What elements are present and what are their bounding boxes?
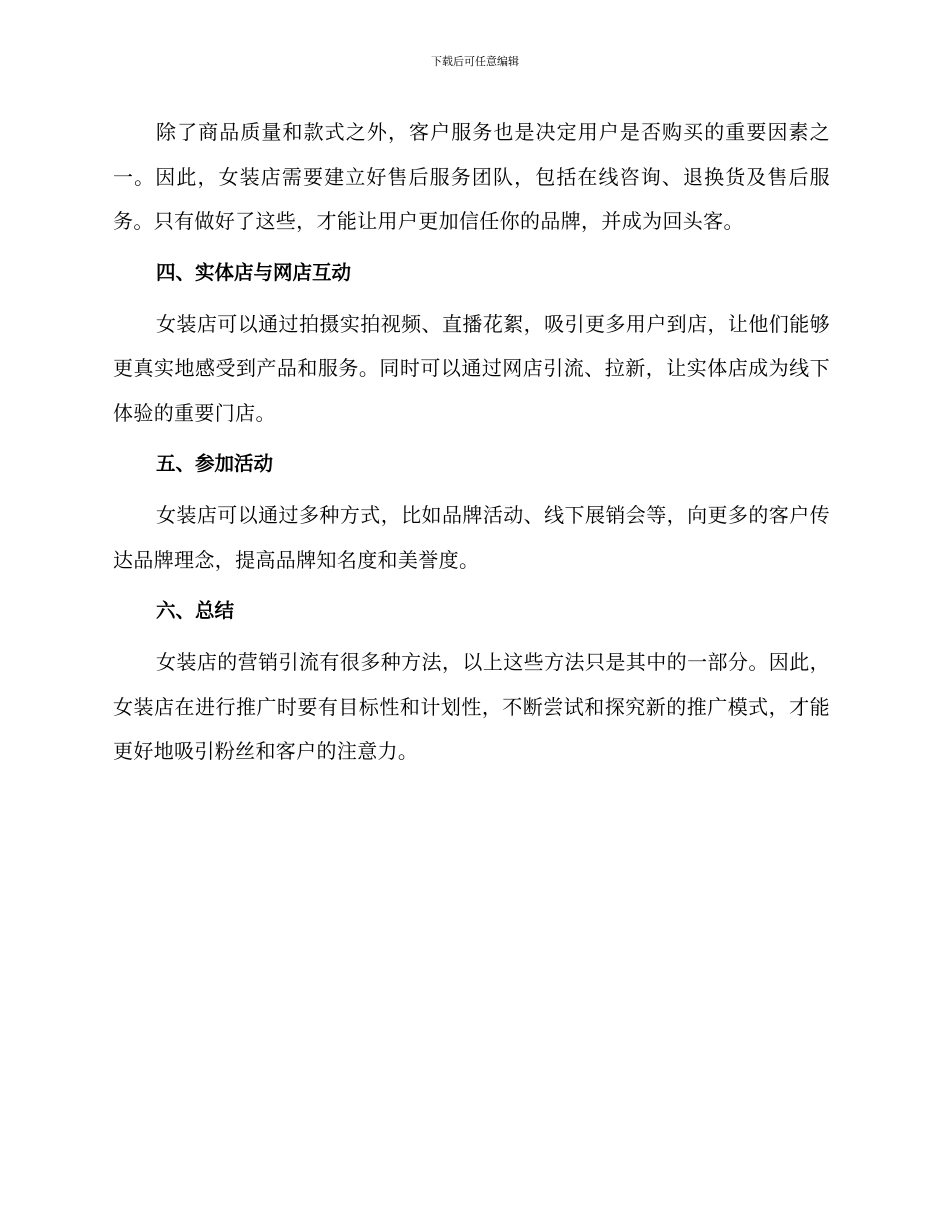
heading-section-6: 六、总结	[156, 599, 235, 622]
paragraph-summary: 女装店的营销引流有很多种方法，以上这些方法只是其中的一部分。因此，女装店在进行推广时要有目标性和计划性，不断尝试和探究新的推广模式，才能更好地吸引粉丝和客户的注意力。	[113, 650, 830, 763]
paragraph-online-offline: 女装店可以通过拍摄实拍视频、直播花絮，吸引更多用户到店，让他们能够更真实地感受到产品和服务。同时可以通过网店引流、拉新，让实体店成为线下体验的重要门店。	[113, 311, 830, 425]
document-body	[113, 110, 830, 774]
heading-section-5: 五、参加活动	[156, 452, 274, 475]
paragraph-customer-service: 除了商品质量和款式之外，客户服务也是决定用户是否购买的重要因素之一。因此，女装店需要建立好售后服务团队，包括在线咨询、退换货及售后服务。只有做好了这些，才能让用户更加信任你的品牌，并成为回头客。	[113, 120, 830, 233]
page-header: 下载后可任意编辑	[431, 55, 519, 68]
paragraph-activities: 女装店可以通过多种方式，比如品牌活动、线下展销会等，向更多的客户传达品牌理念，提高品牌知名度和美誉度。	[113, 503, 830, 572]
heading-section-4: 四、实体店与网店互动	[156, 260, 352, 284]
